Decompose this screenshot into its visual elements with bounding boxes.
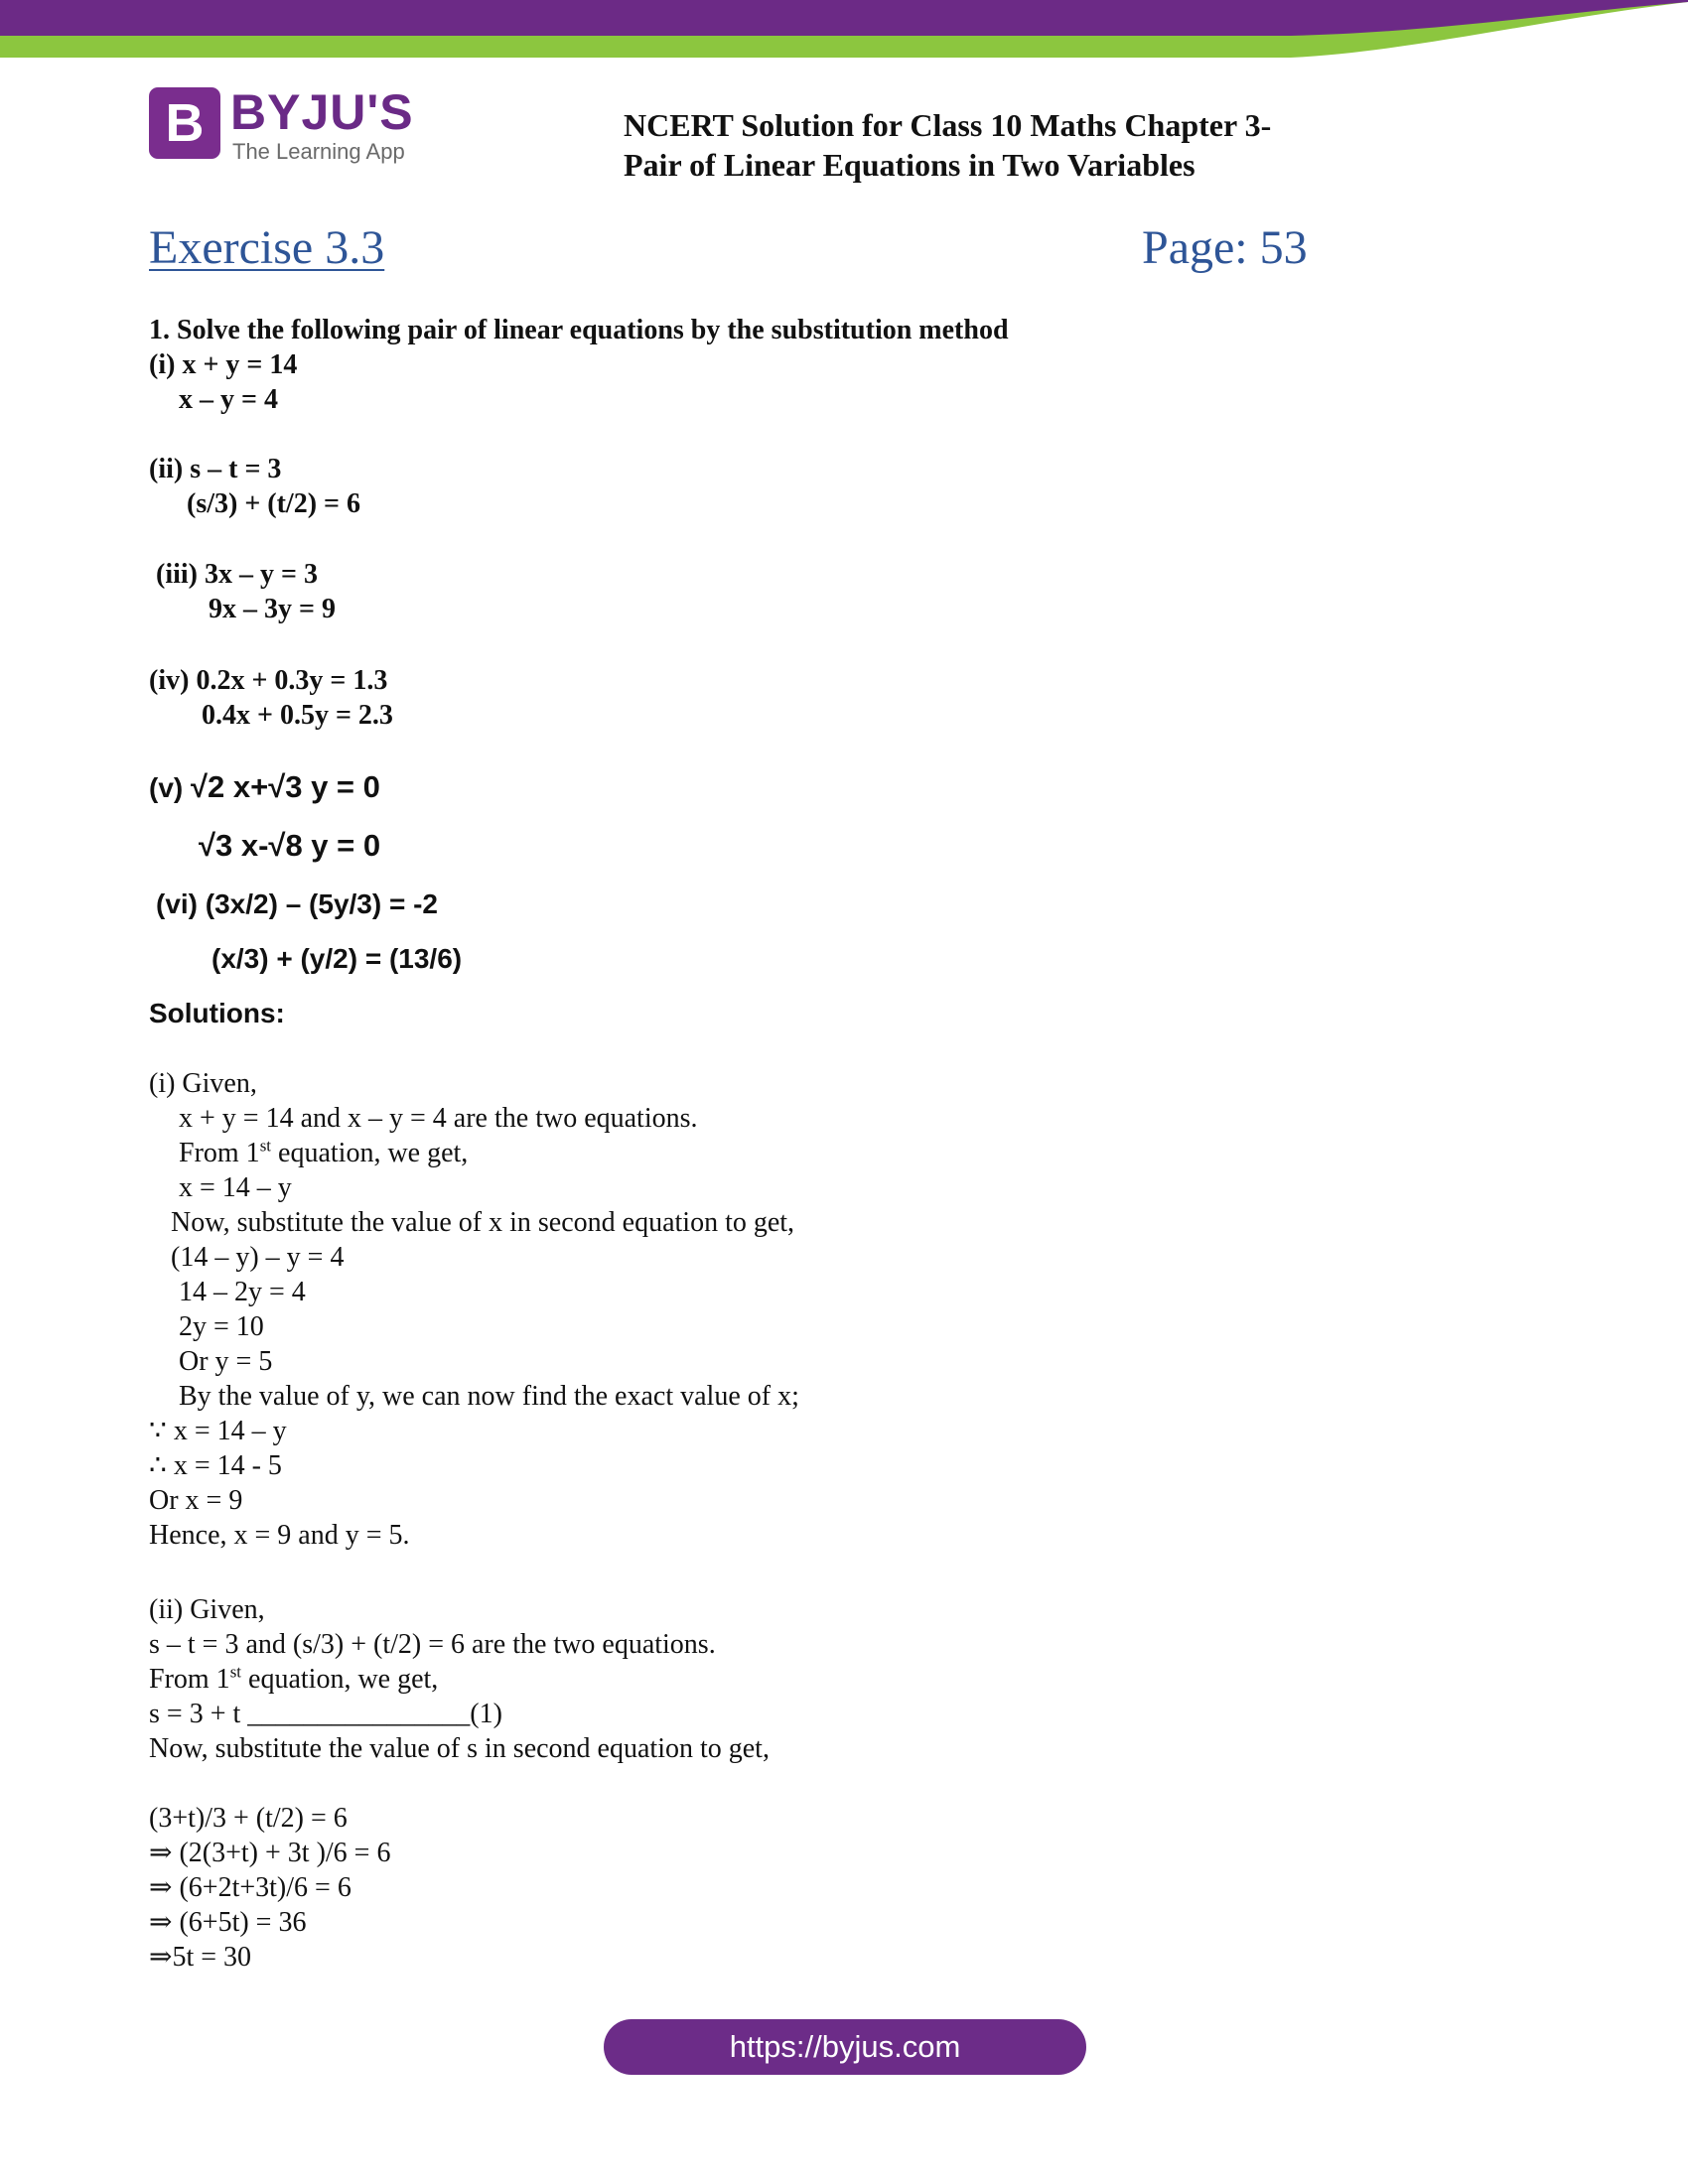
solution-text: ⇒ (6+2t+3t)/6 = 6 <box>149 1872 352 1903</box>
document-title <box>624 105 1378 185</box>
equation: 0.2x + 0.3y = 1.3 <box>196 665 388 696</box>
part-label: (i) <box>149 349 183 380</box>
text-part: From 1 <box>149 1664 230 1695</box>
page-number: Page: 53 <box>1142 221 1308 274</box>
document-title-line-2: Pair of Linear Equations in Two Variables <box>624 147 1196 183</box>
text-part: From 1 <box>179 1138 260 1168</box>
solution-text: x = 14 – y <box>179 1172 292 1203</box>
equation: (x/3) + (y/2) = (13/6) <box>211 943 463 974</box>
part-label: (iii) <box>156 559 205 590</box>
question-part-iii <box>156 557 318 592</box>
logo-tagline: The Learning App <box>232 139 405 164</box>
equation: 9x – 3y = 9 <box>209 594 336 624</box>
solution-text: By the value of y, we can now find the exact value of x; <box>179 1381 799 1412</box>
exercise-title: Exercise 3.3 <box>149 221 385 274</box>
equation: x – y = 4 <box>179 384 278 415</box>
solution-text: ⇒ (2(3+t) + 3t )/6 = 6 <box>149 1838 391 1868</box>
text-part: equation, we get, <box>241 1664 439 1695</box>
equation: √3 x-√8 y = 0 <box>199 828 381 863</box>
footer-url-link[interactable]: https://byjus.com <box>604 2019 1086 2075</box>
question-part-v <box>149 769 380 805</box>
question-part-ii <box>149 452 281 486</box>
solution-text: Or y = 5 <box>179 1346 273 1377</box>
solution-text: Now, substitute the value of x in second equation to get, <box>171 1207 795 1238</box>
part-label: (iv) <box>149 665 197 696</box>
logo-mark: B <box>149 87 220 159</box>
solution-text: Now, substitute the value of s in second equation to get, <box>149 1733 770 1764</box>
solution-text: (i) Given, <box>149 1068 257 1099</box>
solution-text: s – t = 3 and (s/3) + (t/2) = 6 are the two equations. <box>149 1629 716 1660</box>
solution-text <box>179 1136 468 1170</box>
solution-text: s = 3 + t ________________(1) <box>149 1699 502 1729</box>
equation: s – t = 3 <box>190 454 282 484</box>
solution-text: ∵ x = 14 – y <box>149 1416 287 1446</box>
solution-text: 2y = 10 <box>179 1311 264 1342</box>
byjus-logo <box>149 84 447 177</box>
solution-text: Or x = 9 <box>149 1485 243 1516</box>
superscript: st <box>229 1662 242 1682</box>
text-part: equation, we get, <box>271 1138 469 1168</box>
part-label: (ii) <box>149 454 191 484</box>
equation: (3x/2) – (5y/3) = -2 <box>205 888 439 919</box>
solution-text: x + y = 14 and x – y = 4 are the two equations. <box>179 1103 698 1134</box>
solution-text: (ii) Given, <box>149 1594 265 1625</box>
equation: 3x – y = 3 <box>205 559 318 590</box>
question-part-vi <box>156 887 438 921</box>
solution-text: (14 – y) – y = 4 <box>171 1242 345 1273</box>
solutions-heading: Solutions: <box>149 998 285 1028</box>
solution-text: ⇒5t = 30 <box>149 1942 252 1973</box>
equation: x + y = 14 <box>182 349 298 380</box>
solution-text: ⇒ (6+5t) = 36 <box>149 1907 307 1938</box>
solution-text: ∴ x = 14 - 5 <box>149 1450 282 1481</box>
question-part-i <box>149 347 297 382</box>
question-heading: 1. Solve the following pair of linear equations by the substitution method <box>149 315 1009 345</box>
solution-text: 14 – 2y = 4 <box>179 1277 306 1307</box>
equation: (s/3) + (t/2) = 6 <box>187 488 360 519</box>
part-label: (vi) <box>156 888 206 919</box>
superscript: st <box>259 1136 272 1156</box>
solution-text <box>149 1662 438 1697</box>
header-decoration <box>0 0 1688 69</box>
solution-text: (3+t)/3 + (t/2) = 6 <box>149 1803 348 1834</box>
document-title-line-1: NCERT Solution for Class 10 Maths Chapter 3- <box>624 107 1272 143</box>
solution-text: Hence, x = 9 and y = 5. <box>149 1520 410 1551</box>
question-part-iv <box>149 663 387 698</box>
equation: 0.4x + 0.5y = 2.3 <box>202 700 393 731</box>
part-label: (v) <box>149 772 191 803</box>
equation: √2 x+√3 y = 0 <box>191 769 380 804</box>
logo-name: BYJU'S <box>230 84 414 140</box>
